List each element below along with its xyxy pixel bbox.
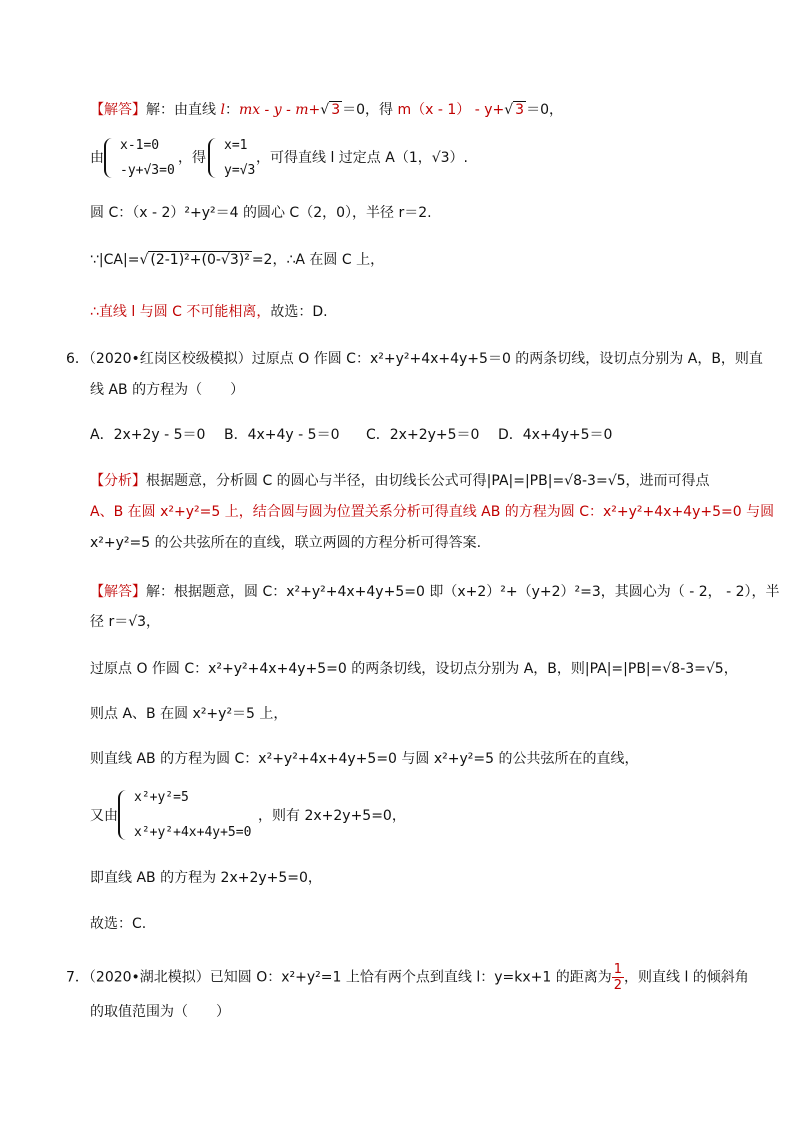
q6-solution-8: 故选：C.	[90, 916, 147, 932]
brace-icon	[118, 790, 130, 840]
brace-icon	[104, 138, 116, 178]
q6-solution-7: 即直线 AB 的方程为 2x+2y+5=0，	[90, 870, 322, 886]
q6-solution-3: 过原点 O 作圆 C：x²+y²+4x+4y+5=0 的两条切线，设切点分别为 A，B，则|PA|=|PB|=√8-3=√5，	[90, 661, 738, 677]
answer-tag: 【解答】	[90, 584, 146, 600]
s5-you: 由	[90, 150, 104, 166]
q6-analysis-2: A、B 在圆 x²+y²=5 上，结合圆与圆为位置关系分析可得直线 AB 的方程为圆 C：x²+y²+4x+4y+5=0 与圆	[90, 504, 775, 520]
system-2: x=1 y=√3	[208, 138, 255, 178]
q6-analysis-3: x²+y²=5 的公共弦所在的直线，联立两圆的方程分析可得答案.	[90, 535, 482, 551]
q6-option-a: A．2x+2y - 5＝0	[90, 427, 206, 443]
q6-analysis-1: 【分析】根据题意，分析圆 C 的圆心与半径，由切线长公式可得|PA|=|PB|=√8-3=√5，进而可得点	[90, 473, 710, 489]
q6-solution-5: 则直线 AB 的方程为圆 C：x²+y²+4x+4y+5=0 与圆 x²+y²=5 的公共弦所在的直线，	[90, 751, 639, 767]
q6-solution-6-tail: ，则有 2x+2y+5=0，	[258, 808, 406, 824]
s5-line-2-tail: ，可得直线 l 过定点 A（1，√3）.	[256, 150, 469, 166]
s5-line-5: ∴直线 l 与圆 C 不可能相离，故选：D.	[90, 304, 328, 320]
q6-stem-1: 6．（2020•红岗区校级模拟）过原点 O 作圆 C：x²+y²+4x+4y+5＝0 的两条切线，设切点分别为 A，B，则直	[66, 351, 763, 367]
s5-line-4: ∵|CA|=√ (2-1)²+(0-√3)² =2，∴A 在圆 C 上，	[90, 252, 385, 268]
q6-solution-6-you: 又由	[90, 808, 118, 824]
q6-solution-2: 径 r＝√3，	[90, 614, 161, 630]
fraction: $\frac{1}{2}$	[613, 962, 622, 993]
q7-stem-1: 7．（2020•湖北模拟）已知圆 O：x²+y²=1 上恰有两个点到直线 l：y=kx+1 的距离为 $\frac{1}{2}$ ，则直线 l 的倾斜角	[66, 962, 749, 993]
s5-line-3: 圆 C：（x - 2）²+y²＝4 的圆心 C（2，0），半径 r＝2.	[90, 205, 432, 221]
brace-icon	[208, 138, 220, 178]
q6-option-b: B．4x+4y - 5＝0	[224, 427, 340, 443]
q6-solution-4: 则点 A、B 在圆 x²+y²＝5 上，	[90, 706, 288, 722]
q6-solution-1: 【解答】解：根据题意，圆 C：x²+y²+4x+4y+5=0 即（x+2）²+（y+2）²=3，其圆心为（ - 2， - 2），半	[90, 584, 780, 600]
q6-stem-2: 线 AB 的方程为（ ）	[90, 382, 245, 398]
system-3: x²+y²=5 x²+y²+4x+4y+5=0	[118, 790, 251, 840]
q7-stem-2: 的取值范围为（ ）	[90, 1004, 230, 1020]
s5-line-1: 【解答】解：由直线 l：mx - y - m+√ 3 ＝0，得 m（x - 1） - y+√ 3 ＝0，	[90, 102, 564, 118]
q6-option-d: D．4x+4y+5＝0	[498, 427, 613, 443]
answer-tag: 【解答】	[90, 102, 146, 118]
q6-option-c: C．2x+2y+5＝0	[366, 427, 480, 443]
s5-de: ，得	[178, 150, 206, 166]
analysis-tag: 【分析】	[90, 473, 146, 489]
system-1: x-1=0 -y+√3=0	[104, 138, 175, 178]
